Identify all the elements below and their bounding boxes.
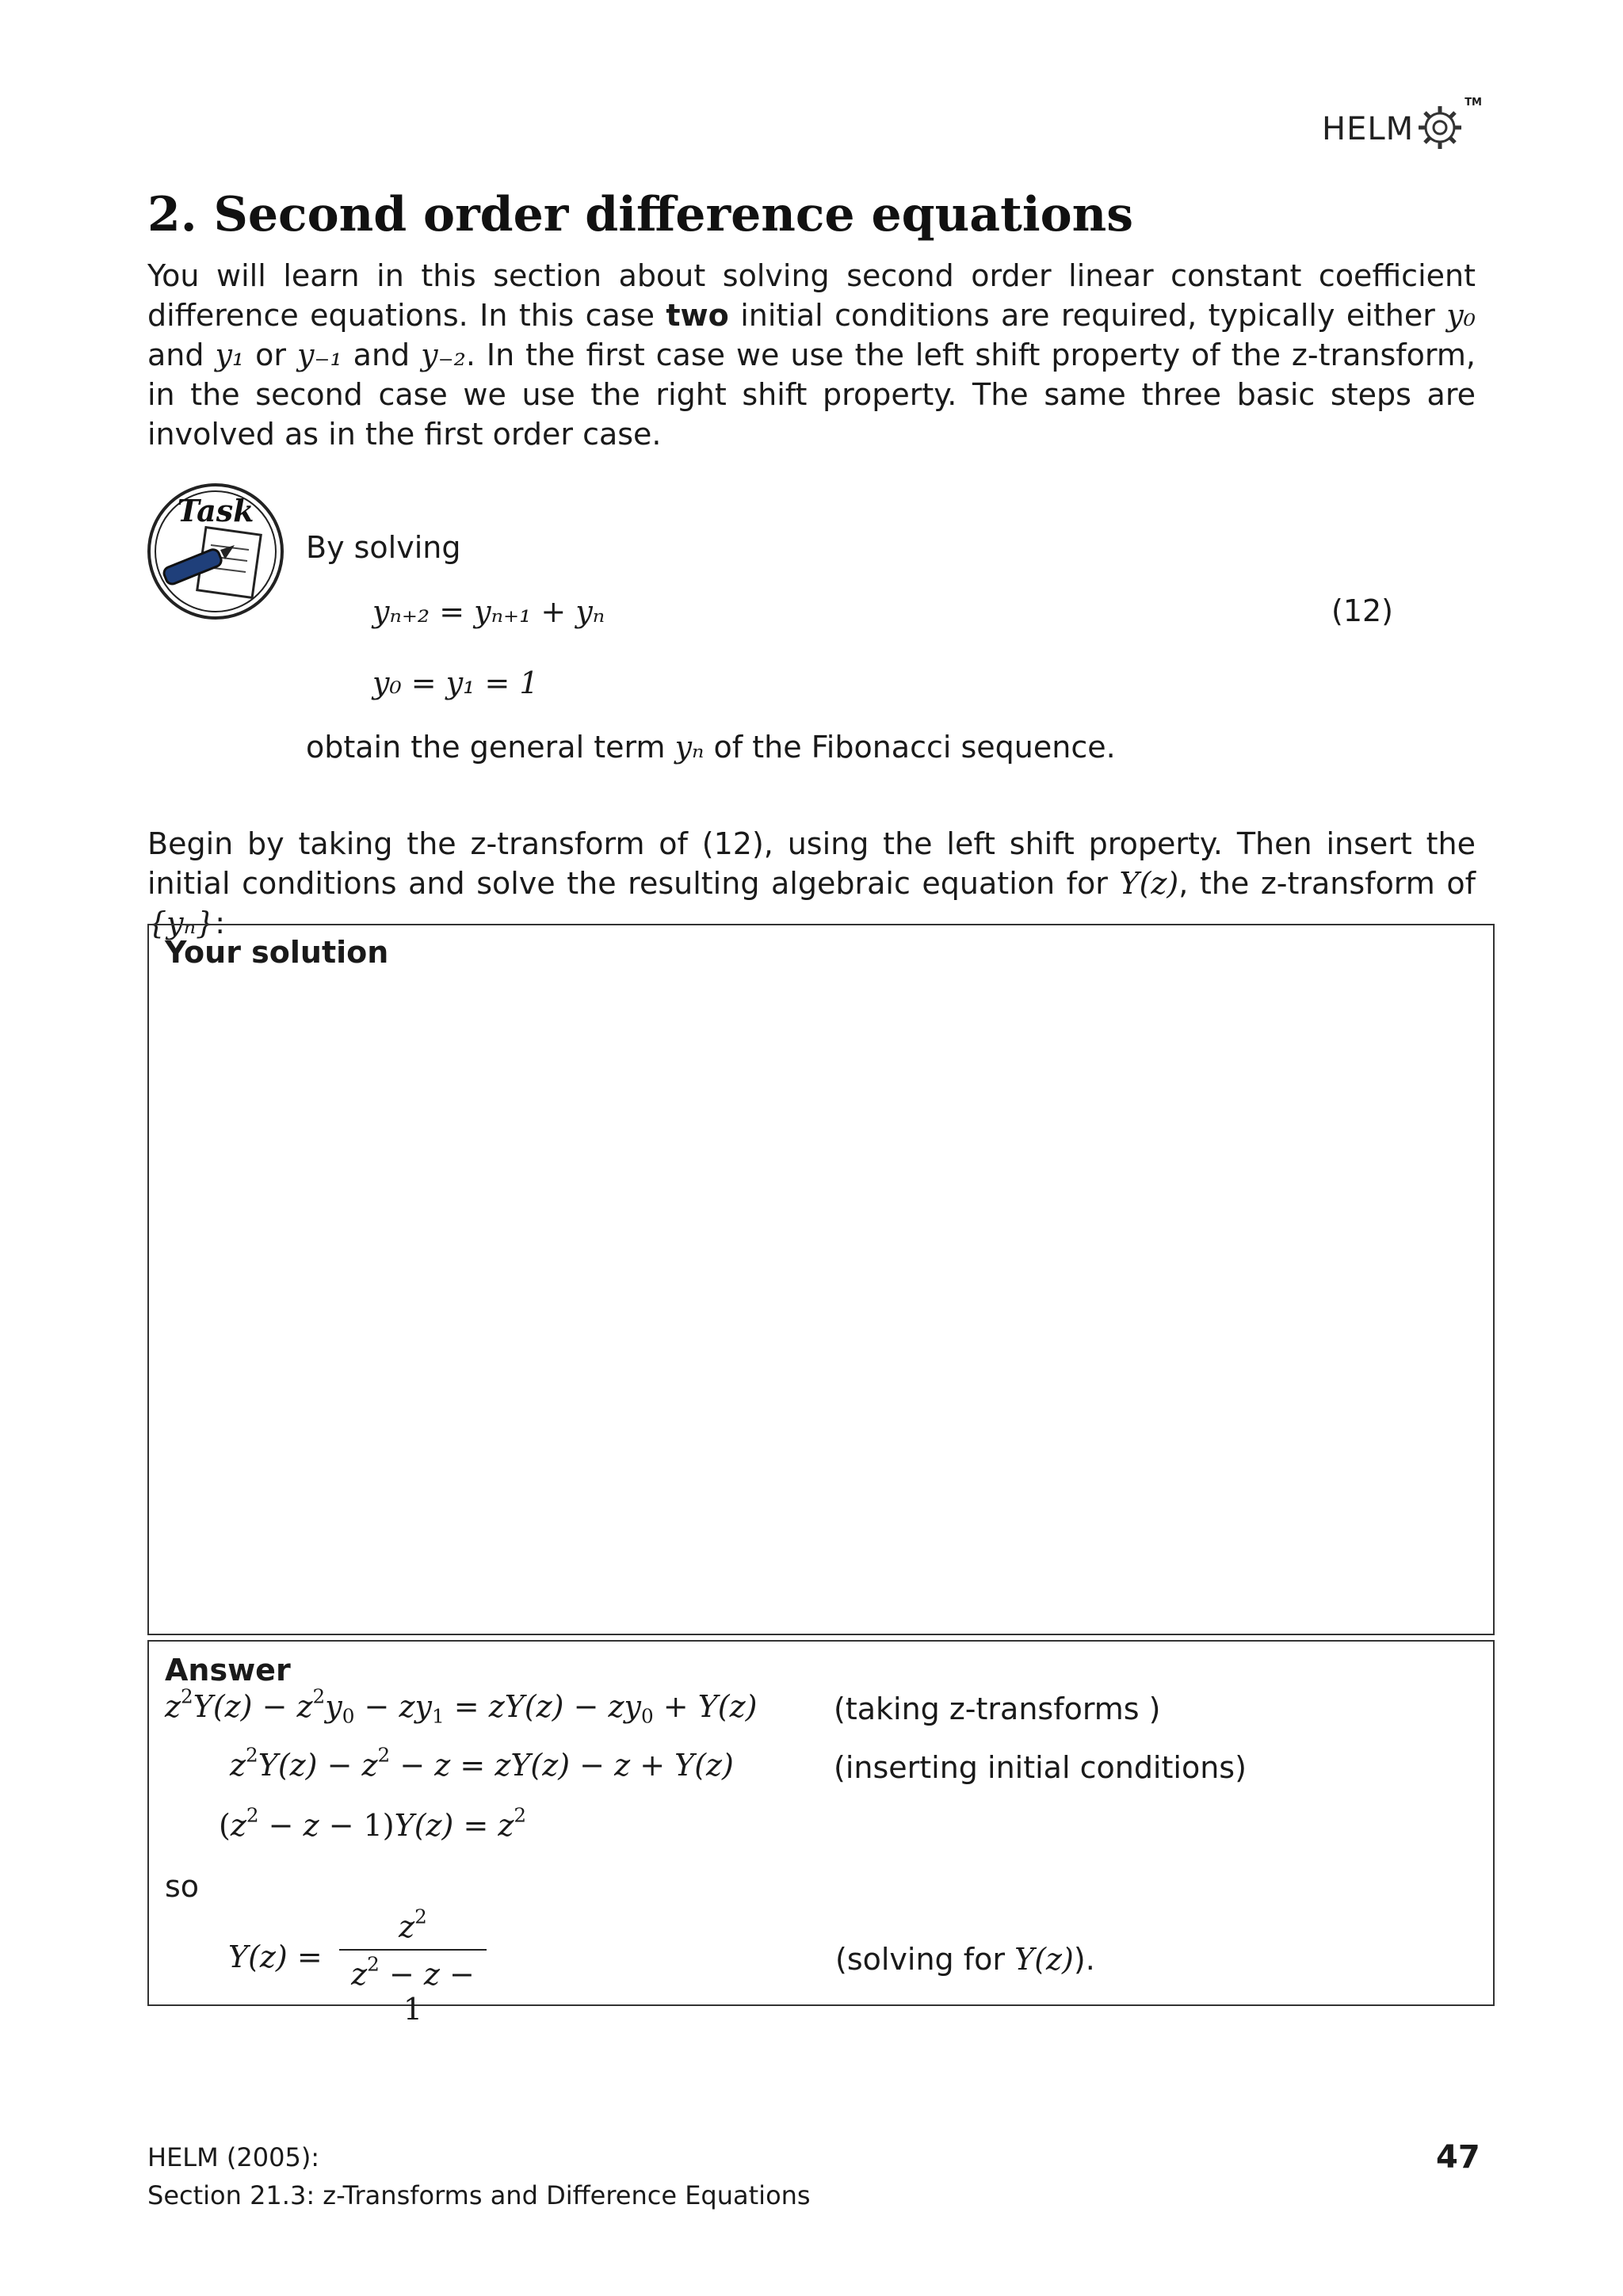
var-y-minus-1: y₋₁ <box>296 338 342 372</box>
instruction-c: : <box>215 906 226 940</box>
instruction-b: , the z-transform of <box>1178 866 1476 901</box>
var-y-minus-2: y₋₂ <box>421 338 466 372</box>
page-number: 47 <box>1436 2139 1480 2176</box>
intro-text-2: initial conditions are required, typically either <box>740 298 1435 333</box>
answer-fraction-lhs: Y(z) = <box>228 1939 323 1974</box>
helm-logo <box>1316 93 1482 165</box>
logo-wordmark: HELM <box>1322 111 1415 147</box>
intro-text-3: . In the first case we use the left shift property of the z-transform, in the second case we use the right shift property. The same three basic steps are involved as in the first order case. <box>147 338 1476 452</box>
fraction-denominator: $z^2 - z - 1$ <box>351 1952 475 2027</box>
task-tail-b: of the Fibonacci sequence. <box>713 730 1116 765</box>
task-tail-a: obtain the general term <box>306 730 666 765</box>
footer-source: HELM (2005): <box>147 2142 320 2172</box>
answer-equation-3: $(z^2 - z - 1)Y(z) = z^2$ <box>219 1803 527 1843</box>
solution-box[interactable] <box>147 924 1495 1635</box>
task-icon-label: Task <box>177 493 254 528</box>
var-yn: yₙ <box>674 730 705 765</box>
task-tail-text <box>306 727 1116 767</box>
equation-recurrence: yₙ₊₂ = yₙ₊₁ + yₙ <box>372 594 605 629</box>
task-icon <box>146 482 285 621</box>
solution-box-label: Your solution <box>165 935 389 970</box>
answer-note-2: (inserting initial conditions) <box>834 1750 1247 1785</box>
intro-and-2: and <box>353 338 411 372</box>
task-lead-text: By solving <box>306 530 461 565</box>
var-Yz: Y(z) <box>1119 866 1179 901</box>
equation-number: (12) <box>1331 593 1394 628</box>
answer-so: so <box>165 1869 200 1904</box>
fraction-numerator: $z^2$ <box>339 1909 487 1951</box>
equation-initial-conditions: y₀ = y₁ = 1 <box>372 666 539 700</box>
answer-equation-2: $z^2Y(z) - z^2 - z = zY(z) - z + Y(z)$ <box>230 1743 734 1783</box>
var-y1: y₁ <box>215 338 245 372</box>
var-y0: y₀ <box>1446 298 1476 333</box>
intro-or: or <box>255 338 286 372</box>
trademark-mark: TM <box>1465 97 1482 109</box>
answer-note-3-b: ). <box>1073 1942 1095 1977</box>
answer-box-label: Answer <box>165 1653 291 1688</box>
answer-note-1: (taking z-transforms ) <box>834 1691 1161 1726</box>
answer-note-3-var: Y(z) <box>1014 1942 1074 1977</box>
section-title: 2. Second order difference equations <box>147 187 1134 242</box>
answer-equation-1: $z^2Y(z) - z^2y_0 - zy_1 = zY(z) - zy_0 + Y(z)$ <box>165 1684 758 1728</box>
answer-fraction <box>339 1905 487 2027</box>
intro-and-1: and <box>147 338 204 372</box>
instruction-a: Begin by taking the z-transform of (12), using the left shift property. Then insert the initial conditions and solve the resulting algebraic equation for <box>147 826 1476 901</box>
gear-icon <box>1415 103 1465 152</box>
intro-text-1: You will learn in this section about solving second order linear constant coefficient difference equations. In this case <box>147 258 1476 333</box>
answer-note-3-a: (solving for <box>835 1942 1006 1977</box>
intro-paragraph <box>147 256 1476 454</box>
intro-bold-two: two <box>666 298 729 333</box>
var-sequence-yn: {yₙ} <box>147 906 216 940</box>
footer-section: Section 21.3: z-Transforms and Difference Equations <box>147 2180 811 2210</box>
answer-note-3 <box>835 1939 1095 1979</box>
